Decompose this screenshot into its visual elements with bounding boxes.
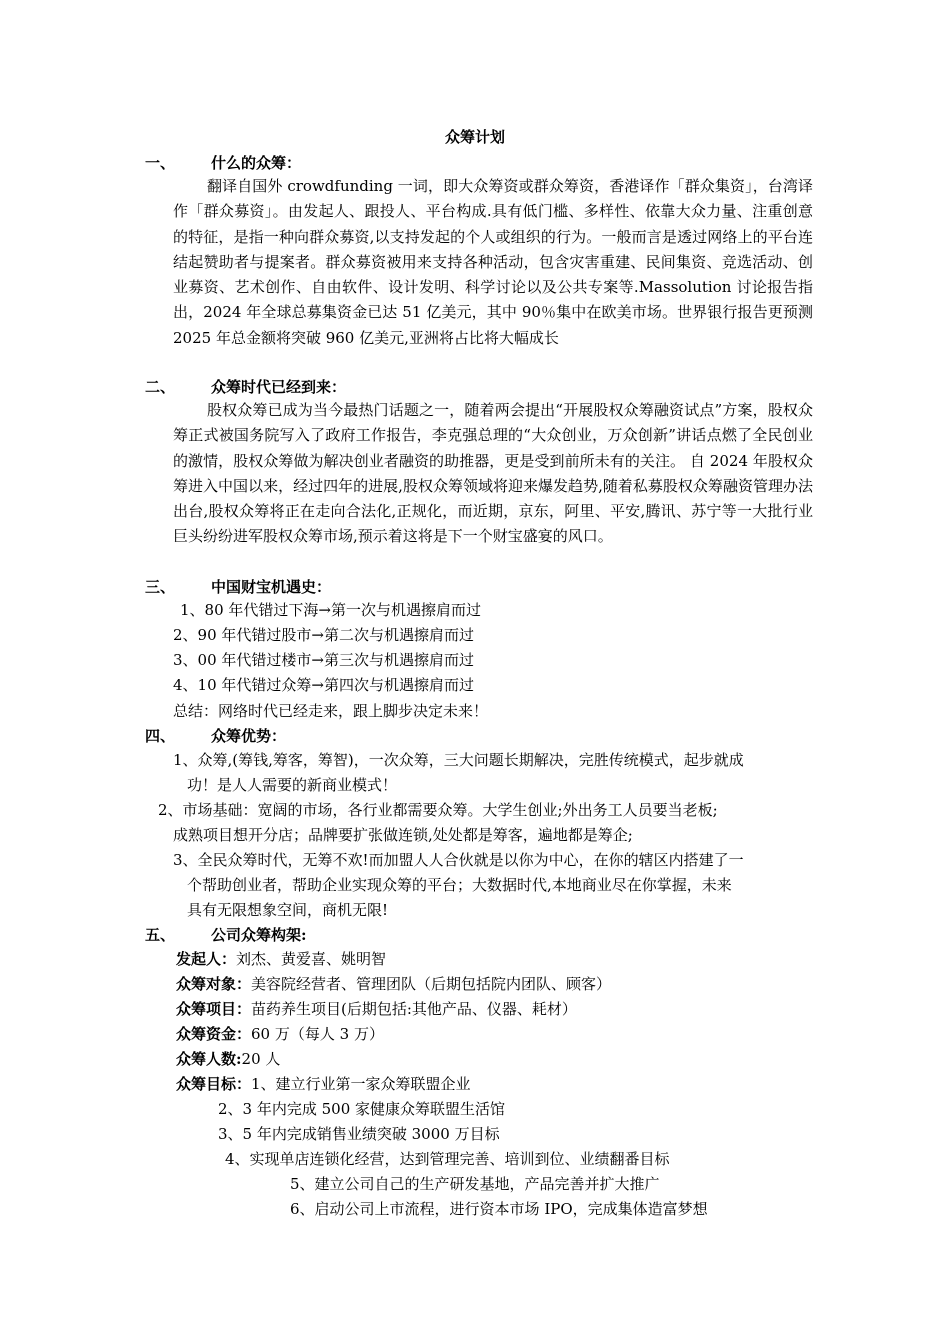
field-project [176, 998, 577, 1019]
section-number: 三、 [145, 578, 176, 596]
section-title: 中国财宝机遇史： [211, 578, 332, 596]
section-heading-4 [145, 725, 286, 746]
section-title: 众筹优势： [211, 727, 287, 745]
section-title: 什么的众筹： [211, 154, 302, 172]
field-label: 众筹资金： [176, 1025, 252, 1043]
field-value: 美容院经营者、管理团队（后期包括院内团队、顾客） [251, 975, 612, 993]
field-value: 刘杰、黄爱喜、姚明智 [236, 950, 387, 968]
summary-line: 总结：网络时代已经走来，跟上脚步决定未来！ [173, 702, 489, 720]
field-label: 众筹人数: [176, 1050, 242, 1068]
list-item: 3、00 年代错过楼市→第三次与机遇擦肩而过 [173, 651, 474, 669]
section-paragraph-1: 翻译自国外 crowdfunding 一词，即大众筹资或群众筹资，香港译作「群众集资」，台湾译作「群众募资」。由发起人、跟投人、平台构成.具有低门槛、多样性、依靠大众力量、注重创意的特征，是指一种向群众募资,以支持发起的个人或组织的行为。一般而言是透过网络上的平台连结起赞助者与提案者。群众募资被用来支持各种活动，包含灾害重建、民间集资、竞选活动、创业募资、艺术创作、自由软件、设计发明、科学讨论以及公共专案等.Massolution 讨论报告指出，2024 年全球总募集资金已达 51 亿美元，其中 90％集中在欧美市场。世界银行报告更预测 2025 年总金额将突破 960 亿美元,亚洲将占比将大幅成长 [173, 177, 813, 347]
field-value: 1、建立行业第一家众筹联盟企业 [251, 1075, 471, 1093]
advantage-item-3: 3、全民众筹时代，无筹不欢!而加盟人人合伙就是以你为中心，在你的辖区内搭建了一 [173, 851, 744, 869]
field-label: 众筹对象： [176, 975, 252, 993]
section-heading-2 [145, 376, 346, 397]
advantage-item-2-cont: 成熟项目想开分店；品牌要扩张做连锁,处处都是筹客，遍地都是筹企; [173, 826, 633, 844]
field-value: 20 人 [241, 1050, 281, 1068]
field-label: 众筹目标： [176, 1075, 252, 1093]
section-number: 二、 [145, 378, 176, 396]
field-label: 众筹项目： [176, 1000, 252, 1018]
goal-item: 4、实现单店连锁化经营，达到管理完善、培训到位、业绩翻番目标 [225, 1150, 670, 1168]
advantage-item-1: 1、众筹,(筹钱,筹客，筹智)，一次众筹，三大问题长期解决，完胜传统模式，起步就成 [173, 751, 744, 769]
goal-item: 5、建立公司自己的生产研发基地，产品完善并扩大推广 [290, 1175, 660, 1193]
section-heading-3 [145, 576, 331, 597]
field-funds [176, 1023, 384, 1044]
field-value: 苗药养生项目(后期包括:其他产品、仪器、耗材） [251, 1000, 577, 1018]
list-item: 1、80 年代错过下海→第一次与机遇擦肩而过 [180, 601, 481, 619]
document-title: 众筹计划 [444, 128, 505, 146]
goal-item: 6、启动公司上市流程，进行资本市场 IPO，完成集体造富梦想 [290, 1200, 708, 1218]
field-label: 发起人： [176, 950, 237, 968]
field-target [176, 973, 611, 994]
goal-item: 2、3 年内完成 500 家健康众筹联盟生活馆 [218, 1100, 506, 1118]
list-item: 4、10 年代错过众筹→第四次与机遇擦肩而过 [173, 676, 474, 694]
list-item: 2、90 年代错过股市→第二次与机遇擦肩而过 [173, 626, 474, 644]
section-paragraph-2: 股权众筹已成为当今最热门话题之一，随着两会提出“开展股权众筹融资试点”方案，股权众筹正式被国务院写入了政府工作报告，李克强总理的“大众创业，万众创新”讲话点燃了全民创业的激情，股权众筹做为解决创业者融资的助推器，更是受到前所未有的关注。 自 2024 年股权众筹进入中国以来，经过四年的进展,股权众筹领域将迎来爆发趋势,随着私募股权众筹融资管理办法出台,股权众筹将正在走向合法化,正规化，而近期，京东，阿里、平安,腾讯、苏宁等一大批行业巨头纷纷进军股权众筹市场,预示着这将是下一个财宝盛宴的风口。 [173, 401, 813, 546]
advantage-item-1-cont: 功！是人人需要的新商业模式！ [187, 776, 398, 794]
advantage-item-3-cont: 个帮助创业者，帮助企业实现众筹的平台；大数据时代,本地商业尽在你掌握，未来 [187, 876, 732, 894]
section-title: 公司众筹构架: [211, 926, 307, 944]
section-number: 五、 [145, 926, 176, 944]
section-heading-5 [145, 924, 307, 945]
field-goals [176, 1073, 471, 1094]
section-number: 一、 [145, 154, 176, 172]
field-value: 60 万（每人 3 万） [251, 1025, 384, 1043]
section-heading-1 [145, 152, 301, 173]
field-headcount [176, 1048, 280, 1069]
section-number: 四、 [145, 727, 176, 745]
advantage-item-3-cont: 具有无限想象空间，商机无限! [187, 901, 389, 919]
field-initiator [176, 948, 386, 969]
section-title: 众筹时代已经到来： [211, 378, 347, 396]
goal-item: 3、5 年内完成销售业绩突破 3000 万目标 [218, 1125, 500, 1143]
advantage-item-2: 2、市场基础：宽阔的市场，各行业都需要众筹。大学生创业;外出务工人员要当老板; [158, 801, 718, 819]
